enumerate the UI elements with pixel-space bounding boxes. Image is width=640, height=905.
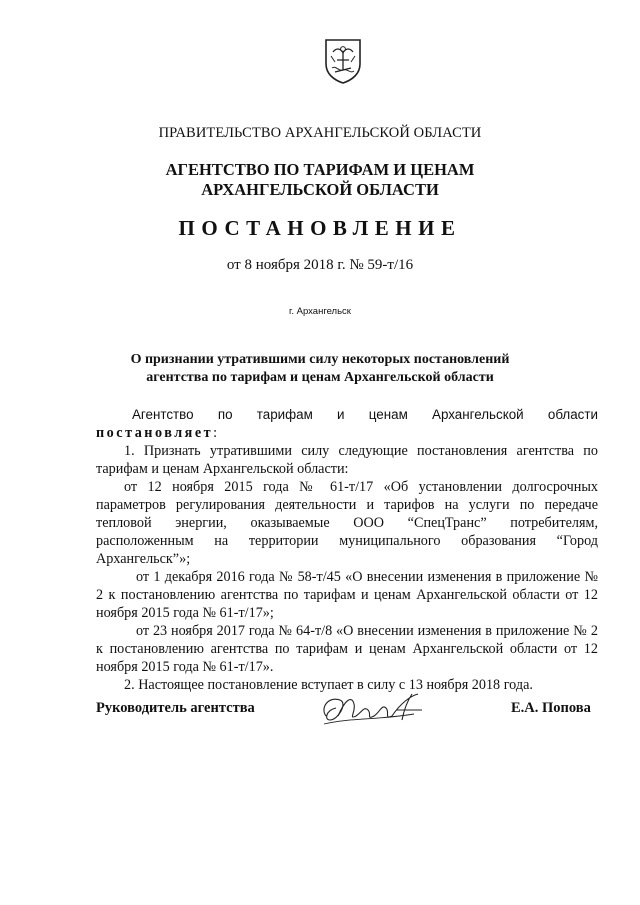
subject-line2: агентства по тарифам и ценам Архангельской области <box>146 370 494 385</box>
preamble-colon: : <box>213 425 218 441</box>
item-1b-paragraph: от 1 декабря 2016 года № 58-т/45 «О внесении изменения в приложение № 2 к постановлению агентства по тарифам и ценам Архангельской области от 12 ноября 2015 года № 61-т/17»; <box>96 569 598 621</box>
coat-of-arms-icon <box>322 38 364 84</box>
document-type-title: ПОСТАНОВЛЕНИЕ <box>178 216 462 240</box>
subject-line1: О признании утратившими силу некоторых постановлений <box>130 352 510 367</box>
preamble-verb: постановляет <box>96 425 214 441</box>
government-name: ПРАВИТЕЛЬСТВО АРХАНГЕЛЬСКОЙ ОБЛАСТИ <box>158 125 482 141</box>
item-1a-paragraph: от 12 ноября 2015 года № 61-т/17 «Об установлении долгосрочных параметров регулирования деятельности и тарифов на услуги по передаче тепловой энергии, оказываемые ООО “СпецТранс” потребителям, расположенным на территории муниципального образования “Город Архангельск”»; <box>96 479 598 567</box>
agency-name-line1: АГЕНТСТВО ПО ТАРИФАМ И ЦЕНАМ <box>165 160 475 179</box>
city-label: г. Архангельск <box>289 306 351 317</box>
preamble-lead: Агентство по тарифам и ценам Архангельской области <box>132 407 598 422</box>
item-2-paragraph: 2. Настоящее постановление вступает в силу с 13 ноября 2018 года. <box>124 677 533 693</box>
agency-name <box>0 160 640 200</box>
agency-name-line2: АРХАНГЕЛЬСКОЙ ОБЛАСТИ <box>201 180 439 199</box>
handwritten-signature <box>318 690 428 730</box>
item-1-paragraph: 1. Признать утратившими силу следующие постановления агентства по тарифам и ценам Архангельской области: <box>96 443 598 477</box>
signatory-title: Руководитель агентства <box>96 700 255 716</box>
preamble-paragraph <box>96 406 598 442</box>
item-1c-paragraph: от 23 ноября 2017 года № 64-т/8 «О внесении изменения в приложение № 2 к постановлению агентства по тарифам и ценам Архангельской области от 12 ноября 2015 года № 61-т/17». <box>96 623 598 675</box>
signatory-name: Е.А. Попова <box>511 700 591 716</box>
document-date-number: от 8 ноября 2018 г. № 59-т/16 <box>226 257 414 273</box>
document-body <box>96 406 598 694</box>
document-subject <box>0 351 640 387</box>
